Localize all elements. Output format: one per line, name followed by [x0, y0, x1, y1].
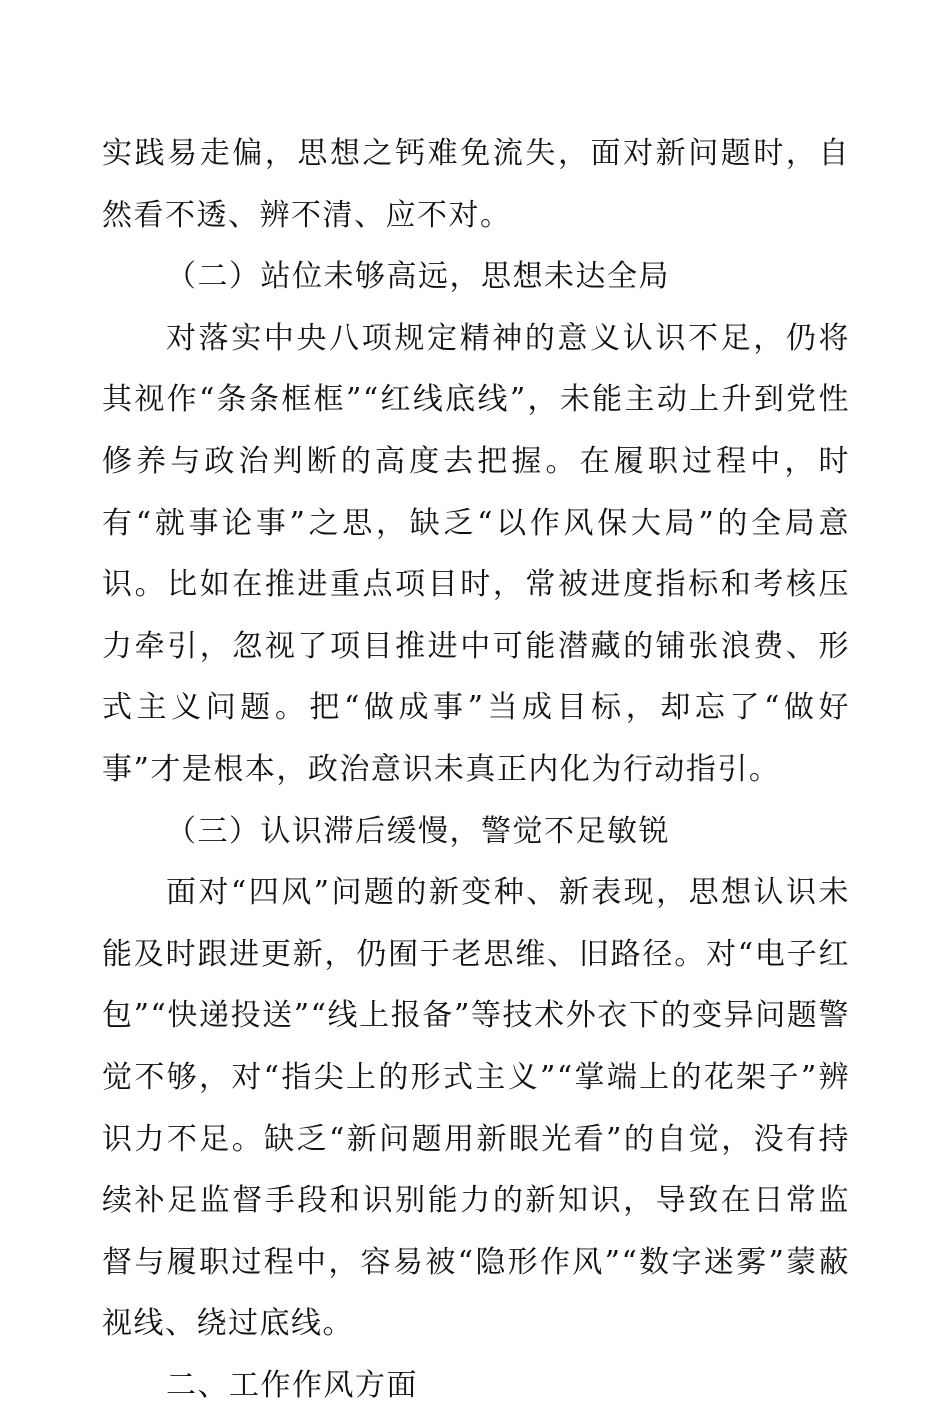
- document-body: [102, 123, 850, 1416]
- paragraph-body-3: 面对“四风”问题的新变种、新表现，思想认识未能及时跟进更新，仍囿于老思维、旧路径。对“电子红包”“快递投送”“线上报备”等技术外衣下的变异问题警觉不够，对“指尖上的形式主义”“掌端上的花架子”辨识力不足。缺乏“新问题用新眼光看”的自觉，没有持续补足监督手段和识别能力的新知识，导致在日常监督与履职过程中，容易被“隐形作风”“数字迷雾”蒙蔽视线、绕过底线。: [102, 875, 850, 1342]
- section-heading-2: （二）站位未够高远，思想未达全局: [166, 259, 670, 295]
- paragraph-continuation: 实践易走偏，思想之钙难免流失，面对新问题时，自然看不透、辨不清、应不对。: [102, 136, 850, 233]
- paragraph-body-2: 对落实中央八项规定精神的意义认识不足，仍将其视作“条条框框”“红线底线”，未能主动上升到党性修养与政治判断的高度去把握。在履职过程中，时有“就事论事”之思，缺乏“以作风保大局”的全局意识。比如在推进重点项目时，常被进度指标和考核压力牵引，忽视了项目推进中可能潜藏的铺张浪费、形式主义问题。把“做成事”当成目标，却忘了“做好事”才是根本，政治意识未真正内化为行动指引。: [102, 320, 850, 787]
- chapter-heading-work-style: 二、工作作风方面: [166, 1367, 418, 1403]
- section-heading-3: （三）认识滞后缓慢，警觉不足敏锐: [166, 813, 670, 849]
